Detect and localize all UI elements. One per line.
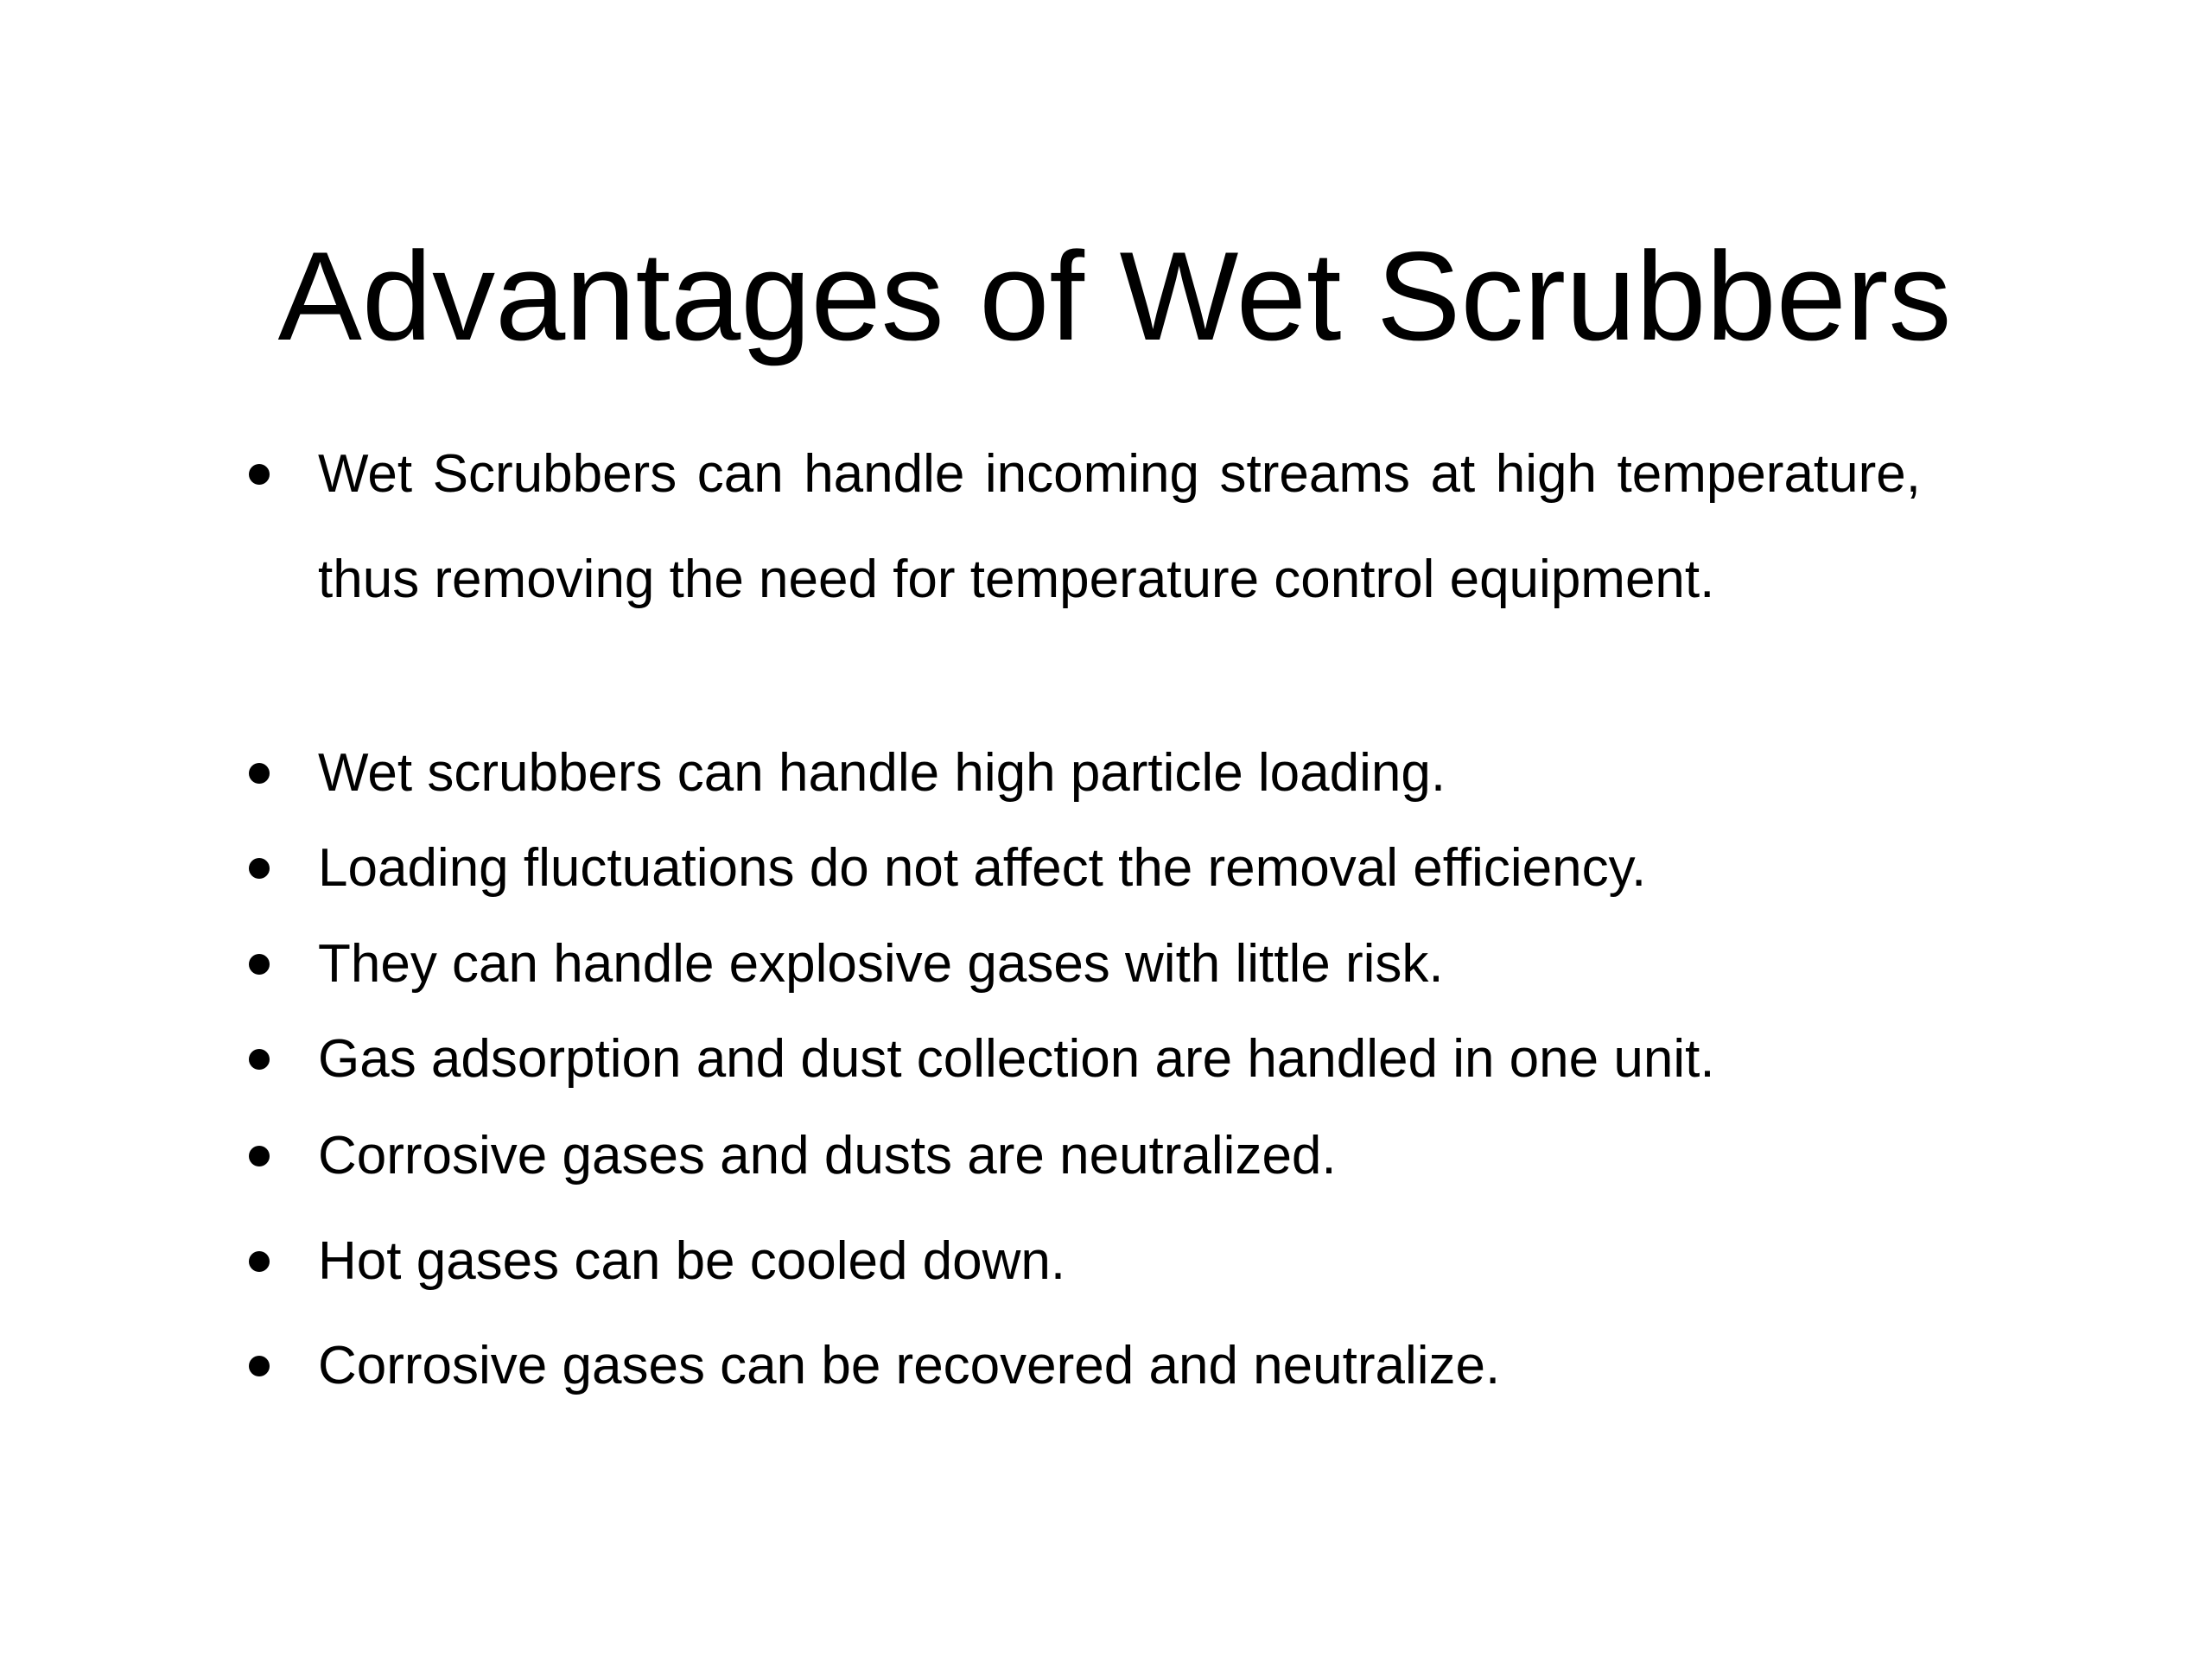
bullet-text: Corrosive gases and dusts are neutralized.: [318, 1126, 1337, 1185]
bullet-point-icon: [249, 1146, 270, 1166]
bullet-point-icon: [249, 464, 270, 485]
bullet-item: [318, 930, 1921, 999]
bullet-text: Gas adsorption and dust collection are handled in one unit.: [318, 1029, 1715, 1089]
bullet-text: Loading fluctuations do not affect the removal efficiency.: [318, 838, 1647, 898]
bullet-text: Wet Scrubbers can handle incoming streams at high temperature, thus removing the need for temperature control equipment.: [318, 444, 1921, 609]
bullet-item: [318, 739, 1921, 808]
bullet-text: They can handle explosive gases with little risk.: [318, 934, 1444, 994]
bullet-text: Corrosive gases can be recovered and neutralize.: [318, 1336, 1501, 1395]
bullet-text: Hot gases can be cooled down.: [318, 1231, 1066, 1291]
bullet-item: [318, 834, 1921, 903]
bullet-text: Wet scrubbers can handle high particle loading.: [318, 743, 1446, 803]
bullet-item: [318, 1122, 1921, 1191]
bullet-item: [318, 1025, 1921, 1094]
bullet-point-icon: [249, 1356, 270, 1376]
bullet-point-icon: [249, 1251, 270, 1272]
slide-title: Advantages of Wet Scrubbers: [277, 225, 1952, 366]
bullet-point-icon: [249, 858, 270, 879]
bullet-point-icon: [249, 1049, 270, 1070]
bullet-point-icon: [249, 763, 270, 784]
bullet-item: [318, 422, 1921, 632]
bullet-item: [318, 1227, 1921, 1296]
bullet-point-icon: [249, 954, 270, 975]
bullet-item: [318, 1332, 1921, 1401]
